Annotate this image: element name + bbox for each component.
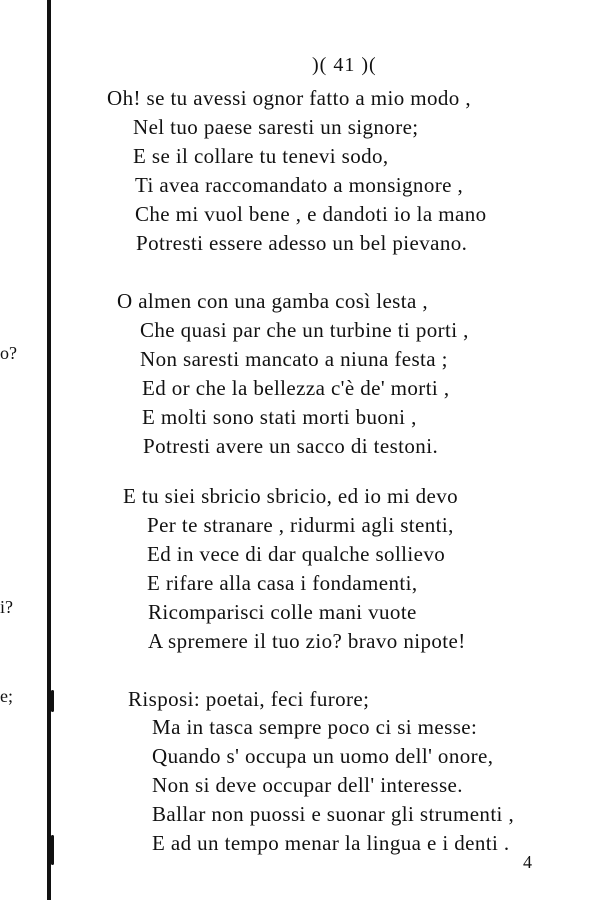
verse-line: Per te stranare , ridurmi agli stenti, bbox=[147, 513, 454, 537]
signature-mark: 4 bbox=[523, 852, 532, 872]
verse-line: E rifare alla casa i fondamenti, bbox=[147, 571, 418, 595]
verse-line: E tu siei sbricio sbricio, ed io mi devo bbox=[123, 484, 459, 508]
verse-line: Quando s' occupa un uomo dell' onore, bbox=[152, 744, 494, 768]
margin-bleed-text: i? bbox=[0, 597, 13, 617]
verse-line: Non saresti mancato a niuna festa ; bbox=[140, 347, 448, 371]
verse-line: Potresti avere un sacco di testoni. bbox=[143, 434, 439, 458]
verse-line: A spremere il tuo zio? bravo nipote! bbox=[148, 629, 466, 653]
verse-line: Risposi: poetai, feci furore; bbox=[128, 687, 370, 711]
verse-line: E ad un tempo menar la lingua e i denti . bbox=[152, 831, 510, 855]
verse-line: Ricomparisci colle mani vuote bbox=[148, 600, 417, 624]
margin-bleed-text: e; bbox=[0, 686, 13, 706]
spine-mark bbox=[51, 835, 54, 865]
verse-line: Che mi vuol bene , e dandoti io la mano bbox=[135, 202, 487, 226]
verse-line: O almen con una gamba così lesta , bbox=[117, 289, 429, 313]
verse-line: E se il collare tu tenevi sodo, bbox=[133, 144, 389, 168]
verse-line: Potresti essere adesso un bel pievano. bbox=[136, 231, 468, 255]
verse-line: Non si deve occupar dell' interesse. bbox=[152, 773, 463, 797]
book-spine-edge bbox=[47, 0, 51, 900]
verse-line: E molti sono stati morti buoni , bbox=[142, 405, 417, 429]
page-number: )( 41 )( bbox=[312, 54, 377, 76]
verse-line: Che quasi par che un turbine ti porti , bbox=[140, 318, 469, 342]
verse-line: Ma in tasca sempre poco ci si messe: bbox=[152, 715, 478, 739]
verse-line: Oh! se tu avessi ognor fatto a mio modo , bbox=[107, 86, 472, 110]
verse-line: Ti avea raccomandato a monsignore , bbox=[135, 173, 464, 197]
spine-mark bbox=[51, 690, 54, 712]
verse-line: Nel tuo paese saresti un signore; bbox=[133, 115, 419, 139]
verse-line: Ed in vece di dar qualche sollievo bbox=[147, 542, 446, 566]
verse-line: Ballar non puossi e suonar gli strumenti , bbox=[152, 802, 515, 826]
margin-bleed-text: o? bbox=[0, 343, 17, 363]
verse-line: Ed or che la bellezza c'è de' morti , bbox=[142, 376, 450, 400]
